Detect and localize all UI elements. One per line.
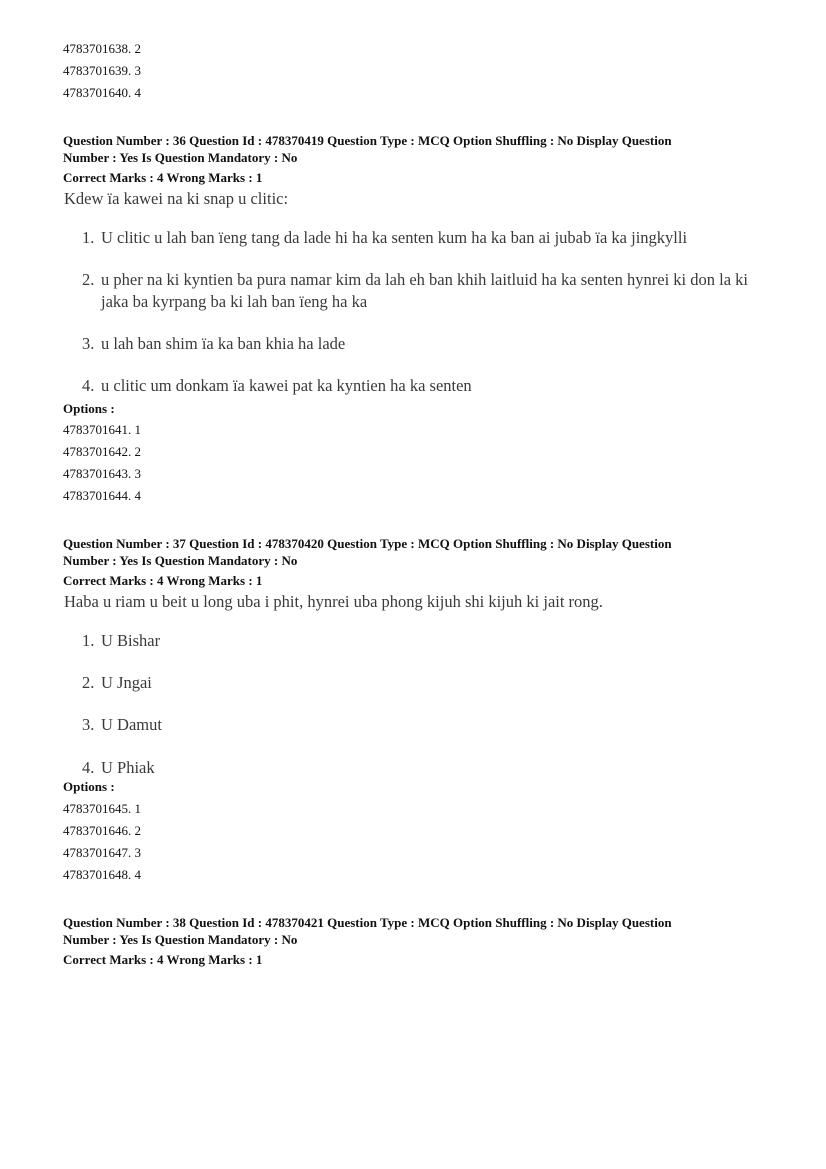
option-line: 4783701641. 1	[63, 422, 141, 437]
q37-item-4	[82, 757, 155, 779]
q36-marks: Correct Marks : 4 Wrong Marks : 1	[63, 170, 263, 185]
q37-item-1	[82, 630, 160, 652]
q36-item-3	[82, 333, 345, 355]
q37-item-3	[82, 714, 162, 736]
q37-marks: Correct Marks : 4 Wrong Marks : 1	[63, 573, 263, 588]
q37-question-text: Haba u riam u beit u long uba i phit, hynrei uba phong kijuh shi kijuh ki jait rong.	[64, 592, 603, 611]
item-number: 4.	[82, 758, 95, 777]
option-line: 4783701645. 1	[63, 801, 141, 816]
item-text: U Jngai	[101, 673, 152, 692]
item-number: 2.	[82, 673, 95, 692]
q37-options-label: Options :	[63, 779, 115, 794]
q37-meta-line2: Number : Yes Is Question Mandatory : No	[63, 553, 298, 568]
q38-meta-line2: Number : Yes Is Question Mandatory : No	[63, 932, 298, 947]
item-number: 1.	[82, 228, 95, 247]
option-line: 4783701639. 3	[63, 63, 141, 78]
item-text: u clitic um donkam ïa kawei pat ka kyntien ha ka senten	[101, 376, 472, 395]
q38-meta-line1: Question Number : 38 Question Id : 478370421 Question Type : MCQ Option Shuffling : No Display Question	[63, 915, 672, 930]
item-text: U clitic u lah ban ïeng tang da lade hi ha ka senten kum ha ka ban ai jubab ïa ka jingkylli	[101, 228, 688, 247]
q36-options-label: Options :	[63, 401, 115, 416]
q36-meta-line1: Question Number : 36 Question Id : 478370419 Question Type : MCQ Option Shuffling : No Display Question	[63, 133, 672, 148]
q36-item-1	[82, 227, 687, 249]
q36-meta	[63, 132, 763, 186]
item-text: u lah ban shim ïa ka ban khia ha lade	[101, 334, 346, 353]
q36-question-text: Kdew ïa kawei na ki snap u clitic:	[64, 189, 289, 208]
option-line: 4783701648. 4	[63, 867, 141, 882]
item-number: 1.	[82, 631, 95, 650]
q37-item-2	[82, 672, 152, 694]
option-line: 4783701643. 3	[63, 466, 141, 481]
q38-marks: Correct Marks : 4 Wrong Marks : 1	[63, 952, 263, 967]
item-text: U Damut	[101, 715, 162, 734]
item-number: 3.	[82, 334, 95, 353]
option-line: 4783701638. 2	[63, 41, 141, 56]
option-line: 4783701644. 4	[63, 488, 141, 503]
option-line: 4783701647. 3	[63, 845, 141, 860]
item-number: 3.	[82, 715, 95, 734]
option-line: 4783701646. 2	[63, 823, 141, 838]
item-number: 2.	[82, 270, 95, 289]
q36-meta-line2: Number : Yes Is Question Mandatory : No	[63, 150, 298, 165]
q36-item-2	[82, 269, 761, 313]
item-text: U Bishar	[101, 631, 161, 650]
item-text: u pher na ki kyntien ba pura namar kim da lah eh ban khih laitluid ha ka senten hynrei ki don la ki jaka ba kyrpang ba ki lah ban ïeng ha ka	[101, 270, 748, 311]
q38-meta	[63, 914, 763, 968]
item-text: U Phiak	[101, 758, 155, 777]
q37-meta-line1: Question Number : 37 Question Id : 478370420 Question Type : MCQ Option Shuffling : No Display Question	[63, 536, 672, 551]
q36-item-4	[82, 375, 472, 397]
q37-meta	[63, 535, 763, 589]
option-line: 4783701642. 2	[63, 444, 141, 459]
item-number: 4.	[82, 376, 95, 395]
option-line: 4783701640. 4	[63, 85, 141, 100]
